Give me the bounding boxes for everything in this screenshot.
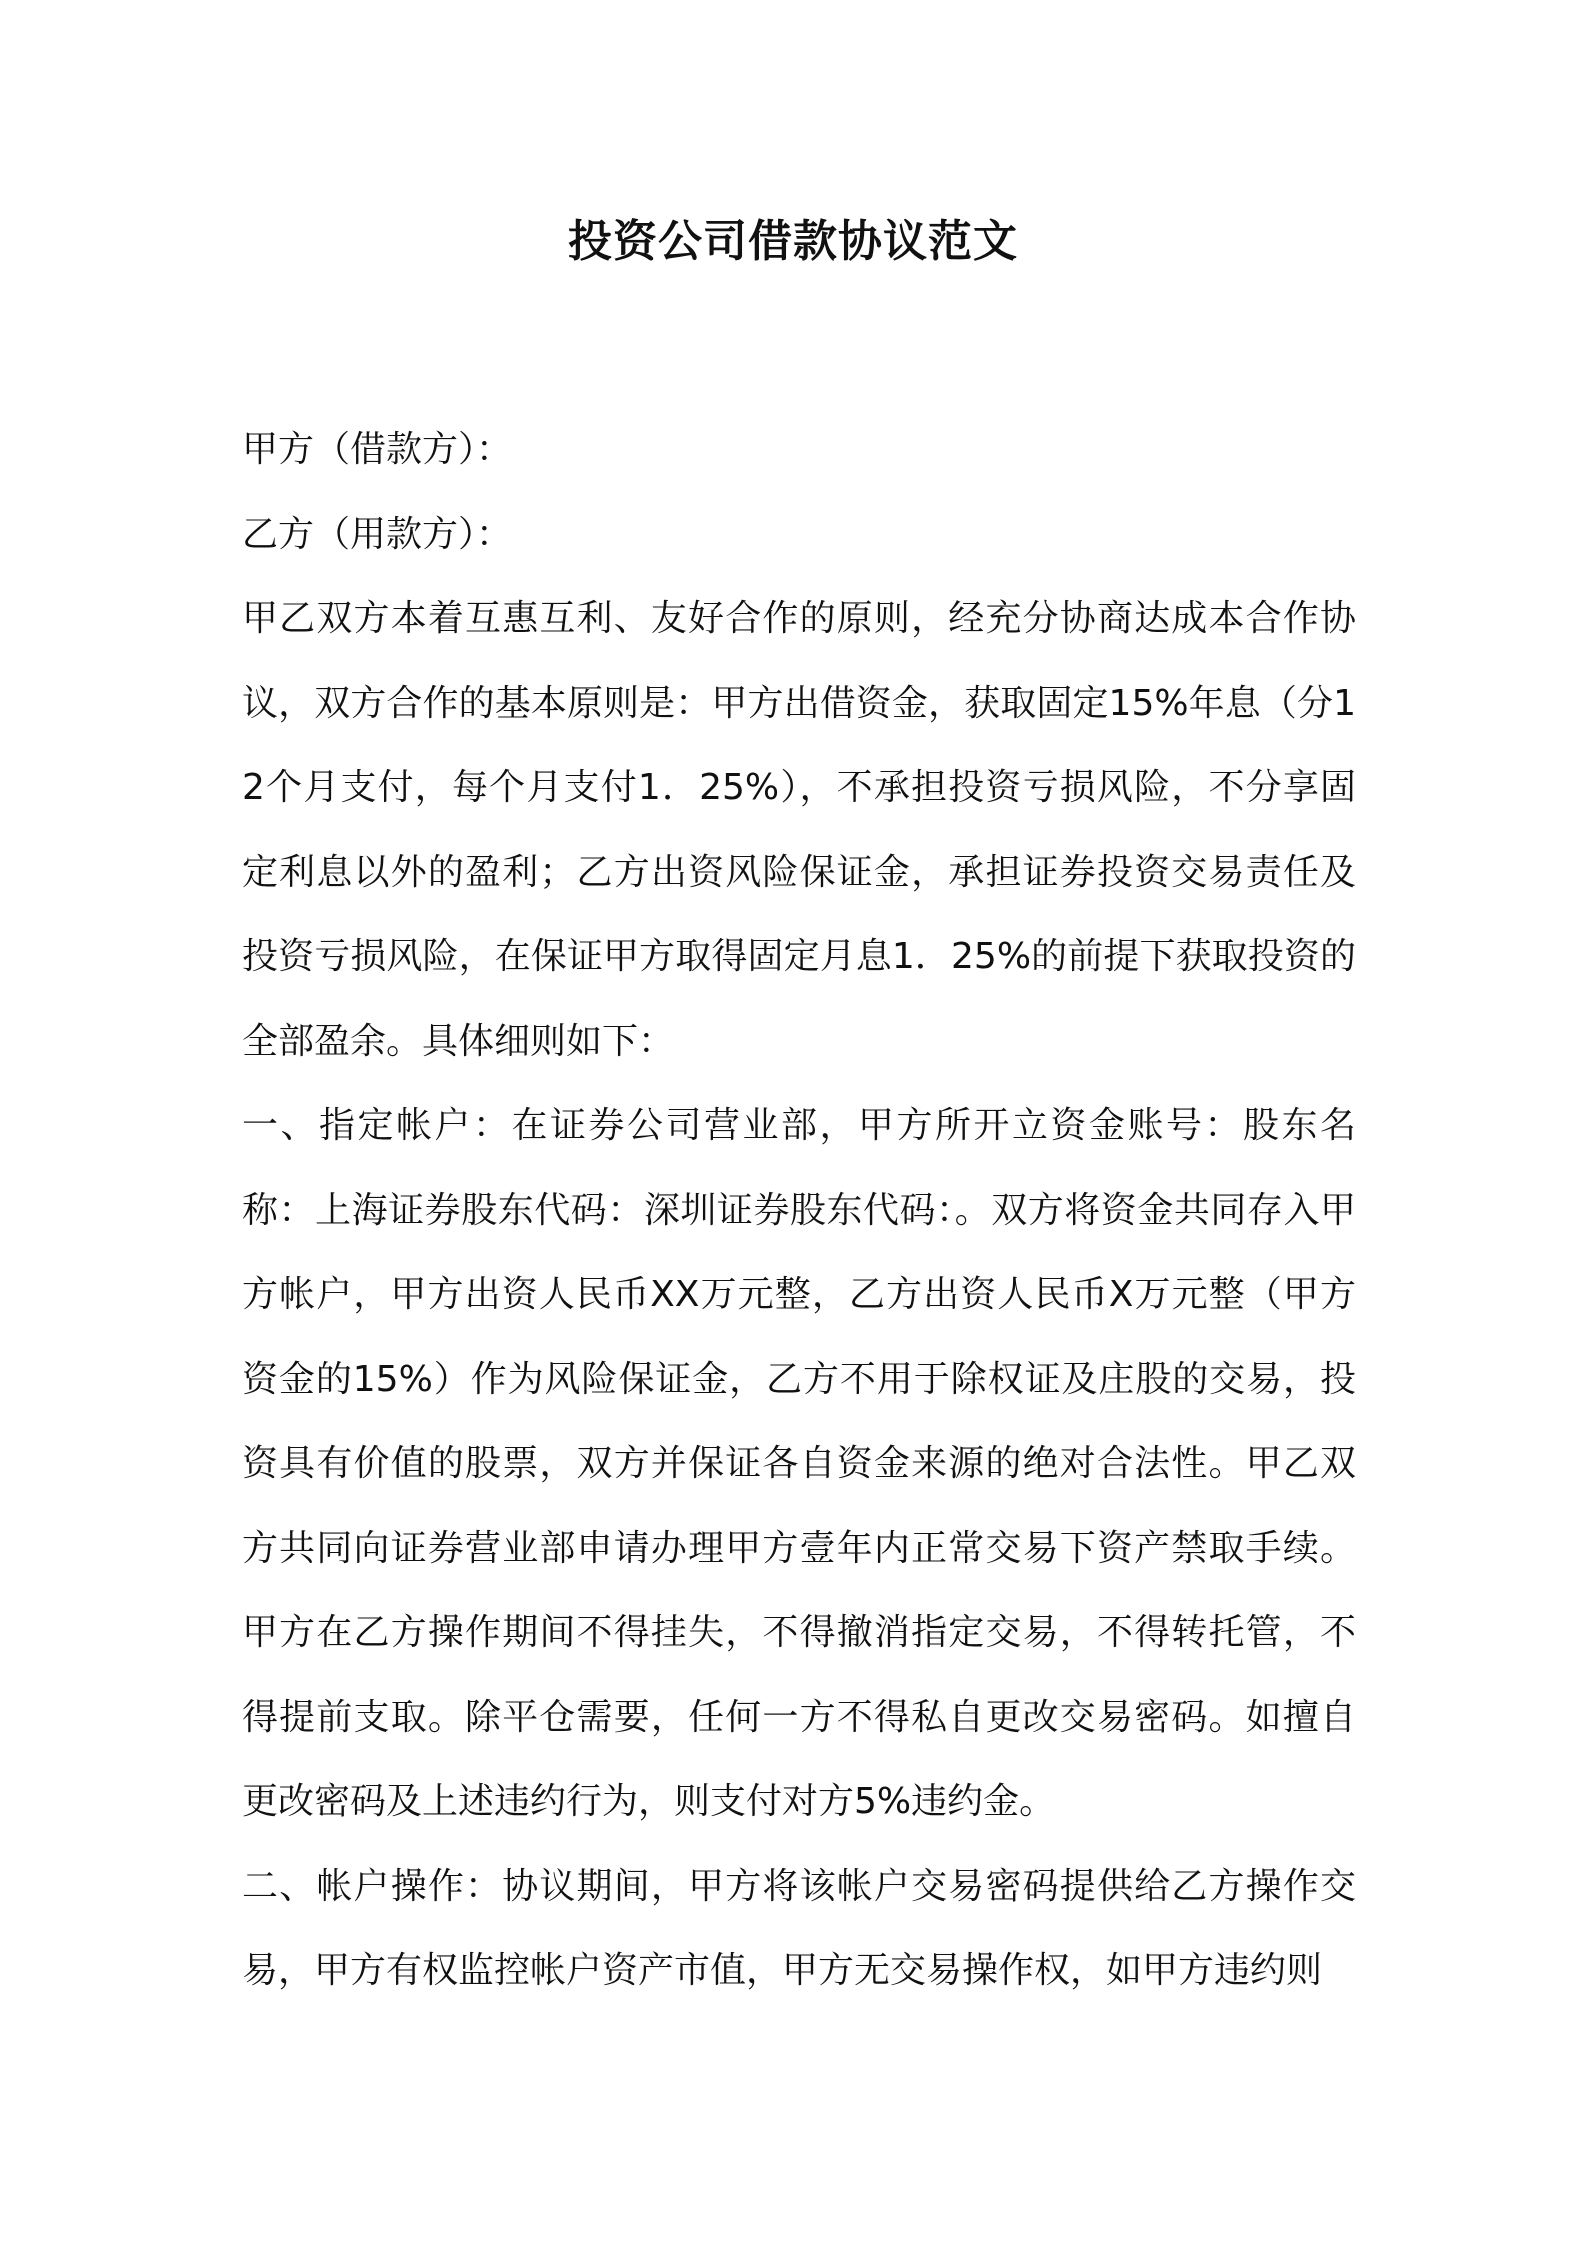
document-title: 投资公司借款协议范文 [568, 216, 1018, 267]
party-a-line: 甲方（借款方）： [242, 429, 513, 470]
clause-2-paragraph: 二、帐户操作：协议期间，甲方将该帐户交易密码提供给乙方操作交易，甲方有权监控帐户资产市值，甲方无交易操作权，如甲方违约则 [242, 1865, 1356, 1991]
document-body [242, 408, 1356, 2014]
clause-1-paragraph: 一、指定帐户：在证券公司营业部，甲方所开立资金账号：股东名称：上海证券股东代码：深圳证券股东代码：。双方将资金共同存入甲方帐户，甲方出资人民币XX万元整，乙方出资人民币X万元整（甲方资金的15%）作为风险保证金，乙方不用于除权证及庄股的交易，投资具有价值的股票，双方并保证各自资金来源的绝对合法性。甲乙双方共同向证券营业部申请办理甲方壹年内正常交易下资产禁取手续。甲方在乙方操作期间不得挂失，不得撤消指定交易，不得转托管，不得提前支取。除平仓需要，任何一方不得私自更改交易密码。如擅自更改密码及上述违约行为，则支付对方5%违约金。 [242, 1105, 1356, 1822]
party-b-line: 乙方（用款方）： [242, 513, 513, 555]
intro-paragraph: 甲乙双方本着互惠互利、友好合作的原则，经充分协商达成本合作协议，双方合作的基本原则是：甲方出借资金，获取固定15%年息（分12个月支付，每个月支付1．25%），不承担投资亏损风险，不分享固定利息以外的盈利；乙方出资风险保证金，承担证券投资交易责任及投资亏损风险，在保证甲方取得固定月息1．25%的前提下获取投资的全部盈余。具体细则如下： [242, 598, 1356, 1062]
